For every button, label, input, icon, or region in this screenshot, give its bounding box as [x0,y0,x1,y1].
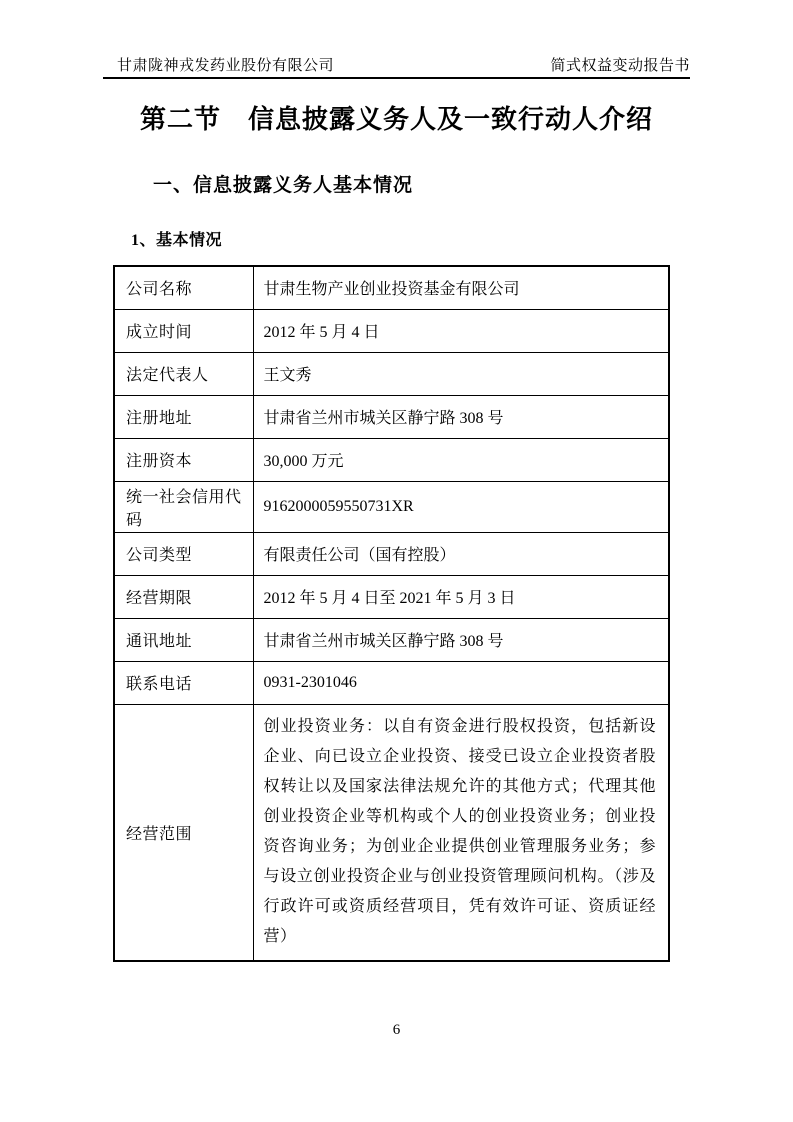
page-number: 6 [392,1022,401,1038]
table-row [114,352,669,395]
row-label: 联系电话 [114,661,253,704]
row-label: 经营期限 [114,575,253,618]
header-company-name: 甘肃陇神戎发药业股份有限公司 [117,58,335,74]
table-row [114,575,669,618]
row-label: 注册资本 [114,438,253,481]
table-row [114,481,669,532]
header-report-type: 简式权益变动报告书 [550,58,690,74]
row-value: 王文秀 [253,352,669,395]
table-row [114,661,669,704]
sub-heading: 1、基本情况 [131,232,223,249]
row-label: 公司类型 [114,532,253,575]
row-value: 2012 年 5 月 4 日至 2021 年 5 月 3 日 [253,575,669,618]
row-label: 通讯地址 [114,618,253,661]
row-value: 创业投资业务：以自有资金进行股权投资，包括新设企业、向已设立企业投资、接受已设立企业投资者股权转让以及国家法律法规允许的其他方式；代理其他创业投资企业等机构或个人的创业投资业务；创业投资咨询业务；为创业企业提供创业管理服务业务；参与设立创业投资企业与创业投资管理顾问机构。（涉及行政许可或资质经营项目，凭有效许可证、资质证经营） [253,704,669,961]
row-value: 0931-2301046 [253,661,669,704]
company-info-table [113,265,670,962]
table-row [114,309,669,352]
row-label: 统一社会信用代码 [114,481,253,532]
table-row [114,532,669,575]
row-value: 9162000059550731XR [253,481,669,532]
table-row [114,266,669,309]
page-title: 第二节 信息披露义务人及一致行动人介绍 [139,105,653,134]
row-label: 经营范围 [114,704,253,961]
row-label: 公司名称 [114,266,253,309]
row-value: 甘肃省兰州市城关区静宁路 308 号 [253,618,669,661]
row-label: 成立时间 [114,309,253,352]
row-value: 甘肃生物产业创业投资基金有限公司 [253,266,669,309]
table-row [114,395,669,438]
header-divider [103,77,690,79]
row-value: 有限责任公司（国有控股） [253,532,669,575]
row-label: 法定代表人 [114,352,253,395]
row-value: 2012 年 5 月 4 日 [253,309,669,352]
table-row [114,704,669,961]
row-value: 30,000 万元 [253,438,669,481]
table-row [114,618,669,661]
row-label: 注册地址 [114,395,253,438]
running-header [103,56,690,76]
section-heading: 一、信息披露义务人基本情况 [153,175,414,196]
table-row [114,438,669,481]
row-value: 甘肃省兰州市城关区静宁路 308 号 [253,395,669,438]
